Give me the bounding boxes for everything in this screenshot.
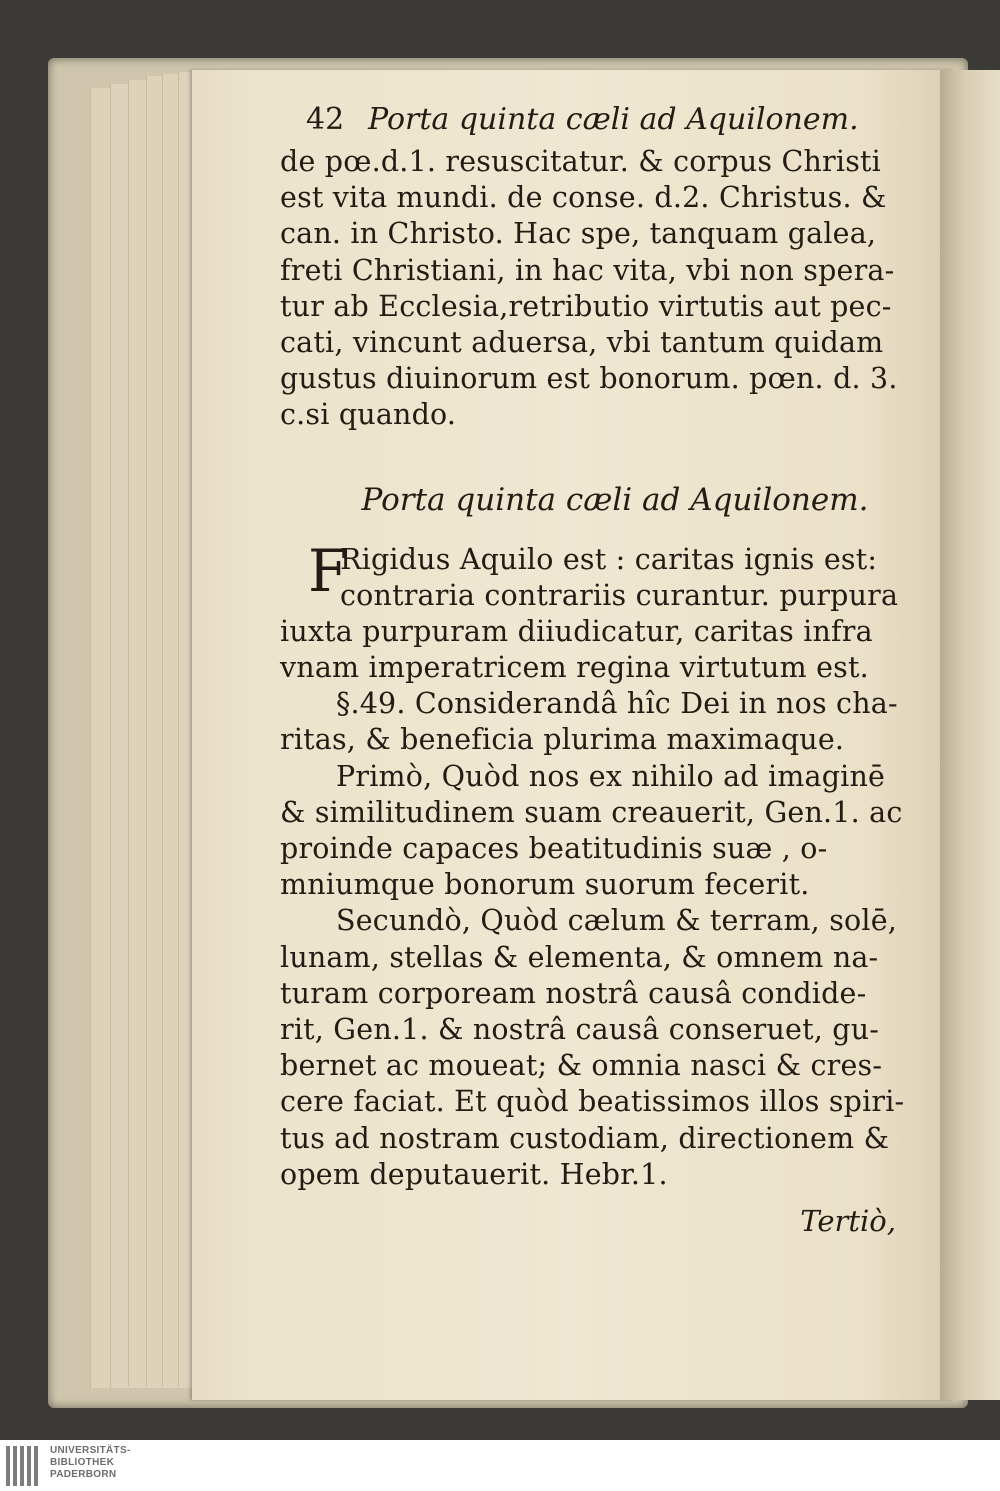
- paragraph-2: [280, 686, 920, 758]
- paragraph-1: [280, 536, 920, 687]
- top-paragraph: [280, 144, 920, 434]
- text-line: Primò, Quòd nos ex nihilo ad imaginē: [336, 759, 886, 793]
- text-line: c.si quando.: [280, 398, 457, 432]
- page-header: [280, 100, 920, 144]
- text-line: Rigidus Aquilo est : caritas ignis est:: [340, 542, 878, 576]
- page-number: 42: [306, 102, 345, 137]
- text-line: est vita mundi. de conse. d.2. Christus. &: [280, 181, 887, 215]
- text-line: proinde capaces beatitudinis suæ , o-: [280, 832, 828, 865]
- text-line: de pœ.d.1. resuscitatur. & corpus Christi: [280, 145, 881, 178]
- text-line: iuxta purpuram diiudicatur, caritas infra: [280, 614, 873, 648]
- text-line: bernet ac moueat; & omnia nasci & cres-: [280, 1049, 883, 1083]
- text-line: cere faciat. Et quòd beatissimos illos spiri-: [280, 1085, 905, 1119]
- paragraph-4: [280, 903, 920, 1193]
- text-line: mniumque bonorum suorum fecerit.: [280, 868, 810, 902]
- text-line: tus ad nostram custodiam, directionem &: [280, 1121, 890, 1155]
- text-line: gustus diuinorum est bonorum. pœn. d. 3.: [280, 362, 898, 396]
- library-name-line: UNIVERSITÄTS-: [50, 1445, 131, 1456]
- library-logo-icon: [6, 1446, 40, 1486]
- drop-initial: F: [308, 536, 349, 605]
- text-line: & similitudinem suam creauerit, Gen.1. ac: [280, 795, 903, 829]
- text-line: lunam, stellas & elementa, & omnem na-: [280, 940, 879, 974]
- text-line: cati, vincunt aduersa, vbi tantum quidam: [280, 325, 884, 359]
- catchword: Tertiò,: [800, 1203, 896, 1238]
- text-line: can. in Christo. Hac spe, tanquam galea,: [280, 217, 877, 251]
- library-name-line: BIBLIOTHEK: [50, 1457, 115, 1468]
- facing-page-edge: [940, 70, 1000, 1400]
- text-line: vnam imperatricem regina virtutum est.: [280, 651, 869, 685]
- text-line: opem deputauerit. Hebr.1.: [280, 1157, 668, 1191]
- text-line: ritas, & beneficia plurima maximaque.: [280, 723, 845, 757]
- section-heading: Porta quinta cæli ad Aquilonem.: [361, 481, 869, 518]
- text-line: Secundò, Quòd cælum & terram, solē,: [336, 904, 898, 938]
- library-name-line: PADERBORN: [50, 1469, 117, 1480]
- text-line: contraria contrariis curantur. purpura: [340, 578, 899, 612]
- text-line: tur ab Ecclesia,retributio virtutis aut pec-: [280, 289, 892, 323]
- text-line: freti Christiani, in hac vita, vbi non spera-: [280, 253, 895, 287]
- library-name: [50, 1445, 131, 1481]
- running-head: Porta quinta cæli ad Aquilonem.: [368, 102, 859, 137]
- text-line: turam corpoream nostrâ causâ condide-: [280, 976, 867, 1010]
- text-line: rit, Gen.1. & nostrâ causâ conseruet, gu-: [280, 1012, 880, 1046]
- page-text: [280, 100, 920, 1241]
- text-line: §.49. Considerandâ hîc Dei in nos cha-: [336, 687, 898, 721]
- library-footer: [0, 1440, 1000, 1491]
- paragraph-3: [280, 759, 920, 904]
